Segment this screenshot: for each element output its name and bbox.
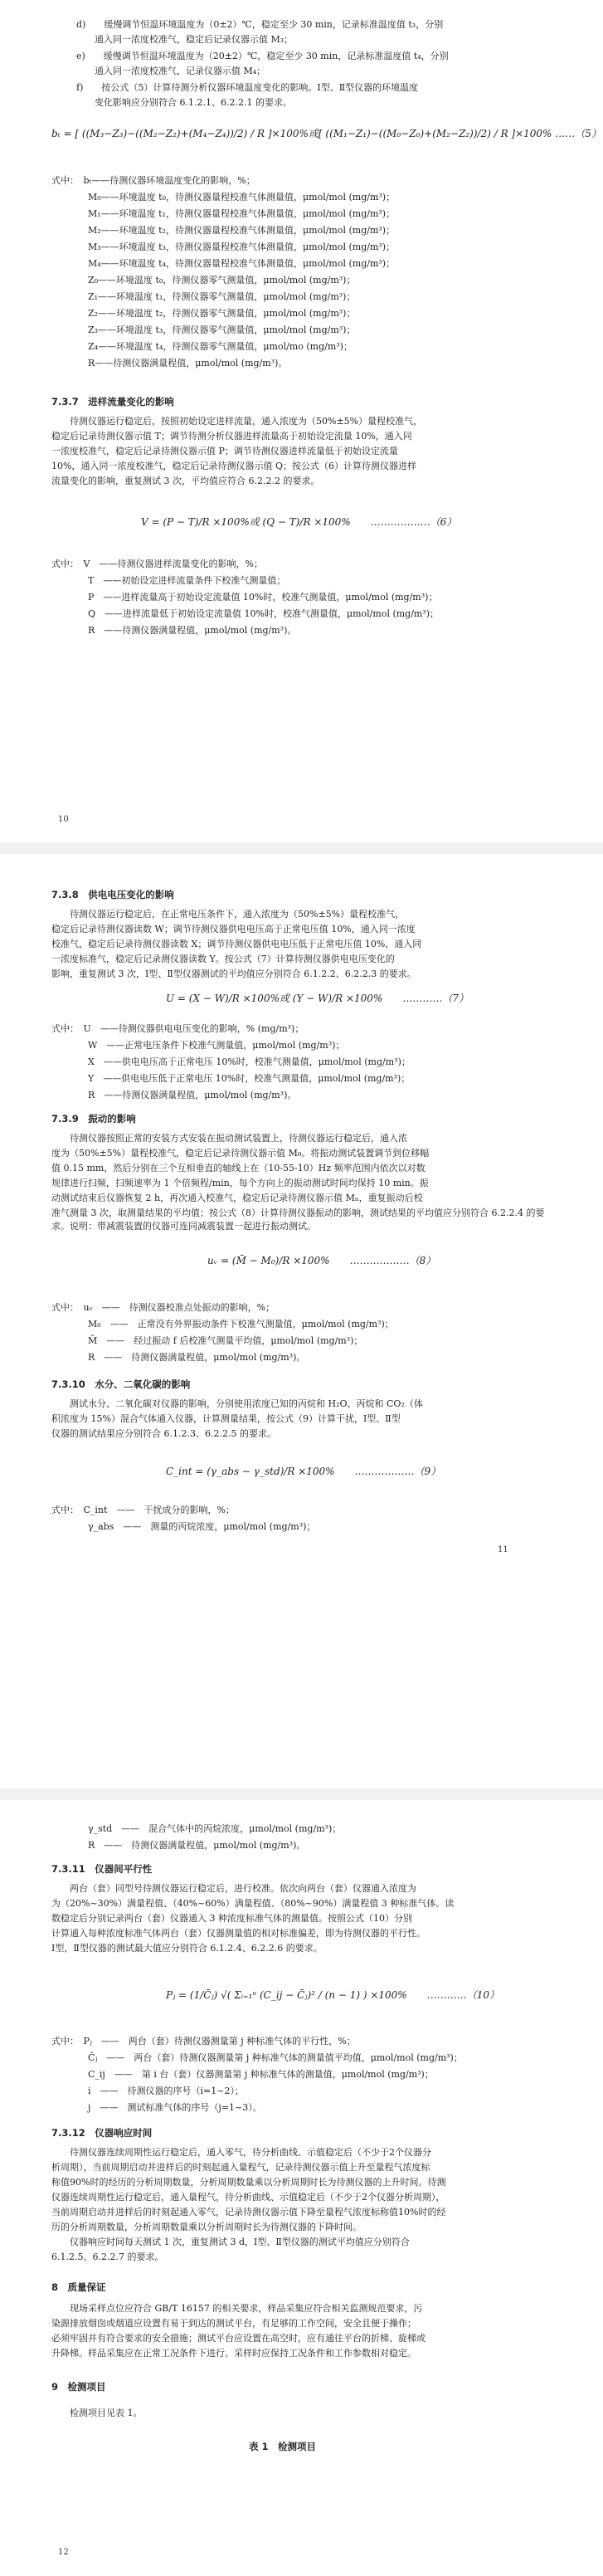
formula-10: Pⱼ = (1/C̄ⱼ) √( Σᵢ₌₁ⁿ (C_ij − C̄ⱼ)² / (n − 1) ) ×100% …………（10）: [166, 1989, 499, 2001]
variable-definition: C̄ⱼ —— 两台（套）待测仪器测量第 j 种标准气体的测量值平均值，μmol/mol (mg/m³)；: [51, 2052, 463, 2063]
variable-definition: 式中： uᵥ —— 待测仪器校准点处振动的影响，%；: [51, 1302, 275, 1313]
paragraph-line: 稳定后记录待测仪器示值 T；调节待测分析仪器进样流量高于初始设定流量 10%，通入同: [51, 431, 412, 442]
paragraph-line: 仪器连续周期性运行稳定后，通入量程气，待分析曲线、示值稳定后（不少于2个仪器分析周期），: [51, 2192, 445, 2203]
section-heading: 7.3.9 振动的影响: [51, 1113, 136, 1125]
variable-definition: Z₁——环境温度 t₁，待测仪器零气测量值，μmol/mol (mg/m³)；: [51, 291, 356, 302]
paragraph-line: 动测试结束后仪器恢复 2 h，再次通入校准气，稳定后记录待测仪器示值 Mₙ，重复振动后校: [51, 1193, 423, 1203]
section-heading: 7.3.8 供电电压变化的影响: [51, 889, 174, 900]
section-heading: 7.3.12 仪器响应时间: [51, 2127, 153, 2139]
paragraph-line: 待测仪器按照正常的安装方式安装在振动测试装置上，待测仪器运行稳定后，通入浓: [51, 1133, 407, 1144]
variable-definition: Q ——进样流量低于初始设定流量值 10%时，校准气测量值，μmol/mol (mg/m³)；: [51, 608, 440, 619]
variable-definition: M₄——环境温度 t₄，待测仪器量程校准气体测量值，μmol/mol (mg/m³)；: [51, 258, 396, 269]
paragraph-line: 计算通入每种浓度标准气体两台（套）仪器测量值的相对标准偏差，即为待测仪器的平行性。: [51, 1928, 426, 1939]
page-separator: [0, 842, 603, 854]
paragraph-line: 一浓度标准气，稳定后记录测仪器读数 Y。按公式（7）计算待测仪器供电电压变化的: [51, 954, 395, 964]
variable-definition: M₀ —— 正常没有外界振动条件下校准气测量值，μmol/mol (mg/m³)；: [51, 1319, 394, 1329]
formula-8: uᵥ = (M̄ − M₀)/R ×100% ………………（8）: [207, 1255, 436, 1266]
formula-5: bₜ = [ ((M₃−Z₃)−((M₂−Z₂)+(M₄−Z₄))/2) / R ]×100%或[ ((M₁−Z₁)−((M₀−Z₀)+(M₂−Z₂))/2) / R ]×100% ……（5）: [51, 128, 601, 139]
paragraph-line: 升降梯。样品采集应在正常工况条件下进行。采样时应保持工况条件和工作参数相对稳定。: [51, 2348, 416, 2359]
variable-definition: Z₀——环境温度 t₀，待测仪器零气测量值，μmol/mol (mg/m³)；: [51, 275, 356, 285]
paragraph-line: 析周期），当前周期启动并进样后的时刻起通入量程气，记录待测仪器示值上升至量程气浓度标: [51, 2162, 430, 2173]
formula-9: C_int = (γ_abs − γ_std)/R ×100% ………………（9）: [166, 1466, 441, 1477]
variable-definition: R ——待测仪器满量程值，μmol/mol (mg/m³)。: [51, 1090, 297, 1100]
formula-6: V = (P − T)/R ×100%或 (Q − T)/R ×100% ………………（6）: [141, 516, 457, 528]
variable-definition: 式中： V ——待测仪器进样流量变化的影响，%；: [51, 559, 263, 569]
page-number: 10: [58, 815, 69, 824]
list-item: d) 缓慢调节恒温环境温度为（0±2）℃，稳定至少 30 min，记录标准温度值 t₃，分别: [76, 19, 444, 30]
section-heading: 7.3.10 水分、二氧化碳的影响: [51, 1378, 191, 1390]
paragraph-line: 积浓度为 15%）混合气体通入仪器，计算测量结果，按公式（9）计算干扰，Ⅰ型、Ⅱ型: [51, 1413, 401, 1424]
variable-definition: j —— 测试标准气体的序号（j=1~3）。: [51, 2102, 262, 2113]
paragraph-line: 待测仪器运行稳定后，在正常电压条件下，通入浓度为（50%±5%）量程校准气，: [51, 909, 405, 920]
paragraph-line: 仪器响应时间每天测试 1 次，重复测试 3 d，Ⅰ型、Ⅱ型仪器的测试平均值应分别符合: [51, 2237, 410, 2247]
page-number: 12: [58, 2548, 69, 2557]
paragraph-line: 两台（套）同型号待测仪器运行稳定后，进行校准。依次向两台（套）仪器通入浓度为: [51, 1883, 416, 1894]
paragraph-line: Ⅰ型，Ⅱ型仪器的测试最大值应分别符合 6.1.2.4、6.2.2.6 的要求。: [51, 1943, 323, 1954]
paragraph-line: 规律进行扫频，扫频速率为 1 个倍频程/min，每个方向上的振动测试时间均保持 10 min。振: [51, 1178, 429, 1188]
variable-definition: M₂——环境温度 t₂，待测仪器量程校准气体测量值，μmol/mol (mg/m³)；: [51, 225, 396, 236]
variable-definition: Z₄——环境温度 t₄，待测仪器零气测量值，μmol/mo (mg/m³)；: [51, 341, 353, 352]
list-item: f) 按公式（5）计算待测分析仪器环境温度变化的影响。Ⅰ型、Ⅱ型仪器的环境温度: [76, 82, 419, 93]
section-heading: 9 检测项目: [51, 2381, 106, 2393]
paragraph-line: 影响，重复测试 3 次，Ⅰ型、Ⅱ型仪器测试的平均值应分别符合 6.1.2.2、6.2.2.3 的要求。: [51, 968, 416, 979]
paragraph-line: 待测仪器运行稳定后，按照初始设定进样流量，通入浓度为（50%±5%）量程校准气，: [51, 416, 423, 427]
paragraph-line: 染源排放烟囱或烟道应设置有易于到达的测试平台，有足够的工作空间，安全且便于操作；: [51, 2318, 416, 2329]
paragraph-line: 测试水分、二氧化碳对仪器的影响，分别使用浓度已知的丙烷和 H₂O、丙烷和 CO₂（体: [51, 1398, 423, 1409]
paragraph-line: 称值90%时的经历的分析周期数量，分析周期数量乘以分析周期时长为待测仪器的上升时间。待测: [51, 2177, 446, 2188]
variable-definition: 式中： C_int —— 干扰成分的影响，%；: [51, 1505, 235, 1515]
paragraph-line: 度为（50%±5%）量程校准气，稳定后记录待测仪器示值 M₀。将振动测试装置调节到位移幅: [51, 1148, 430, 1159]
paragraph-line: 6.1.2.5、6.2.2.7 的要求。: [51, 2252, 164, 2262]
paragraph-line: 检测项目见表 1。: [51, 2408, 143, 2418]
variable-definition: γ_std —— 混合气体中的丙烷浓度，μmol/mol (mg/m³)；: [51, 1823, 342, 1834]
section-heading: 7.3.11 仪器间平行性: [51, 1863, 153, 1875]
variable-definition: 式中： U ——待测仪器供电电压变化的影响，% (mg/m³)；: [51, 1023, 304, 1034]
paragraph-line: 流量变化的影响，重复测试 3 次，平均值应符合 6.2.2.2 的要求。: [51, 476, 320, 486]
list-item: e) 缓慢调节恒温环境温度为（20±2）℃，稳定至少 30 min，记录标准温度值 t₄，分别: [76, 51, 449, 61]
paragraph-line: 稳定后记录待测仪器读数 W；调节待测仪器供电电压高于正常电压值 10%，通入同一浓度: [51, 924, 416, 934]
paragraph-line: 仪器的测试结果应分别符合 6.1.2.3、6.2.2.5 的要求。: [51, 1428, 276, 1439]
variable-definition: 式中： Pⱼ —— 两台（套）待测仪器测量第 j 种标准气体的平行性，%；: [51, 2036, 356, 2047]
paragraph-line: 为（20%~30%）满量程值、（40%~60%）满量程值、（80%~90%）满量程值 3 种标准气体。读: [51, 1898, 455, 1909]
paragraph-line: 当前周期启动并进样后的时刻起通入零气，记录待测仪器示值下降至量程气浓度标称值10%时的经: [51, 2207, 446, 2217]
paragraph-line: 待测仪器连续周期性运行稳定后，通入零气，待分析曲线、示值稳定后（不少于2个仪器分: [51, 2147, 431, 2158]
variable-definition: γ_abs —— 测量的丙烷浓度，μmol/mol (mg/m³)；: [51, 1521, 316, 1532]
paragraph-line: 校准气，稳定后记录待测仪器读数 X；调节待测仪器供电电压低于正常电压值 10%，通入同: [51, 939, 422, 949]
variable-definition: R——待测仪器满量程值，μmol/mol (mg/m³)。: [51, 358, 288, 368]
paragraph-line: 现场采样点位应符合 GB/T 16157 的相关要求，样品采集应符合相关监测规范要求，污: [51, 2303, 423, 2314]
paragraph-line: 值 0.15 mm，然后分别在三个互相垂直的轴线上在（10-55-10）Hz 频率范围内依次以对数: [51, 1163, 426, 1173]
paragraph-line: 一浓度校准气，稳定后记录待测仪器示值 P；调节待测仪器进样流量低于初始设定流量: [51, 446, 398, 456]
paragraph-line: 必须牢固并有符合要求的安全措施；测试平台应设置在高空时，应有通往平台的折梯、旋梯或: [51, 2333, 426, 2344]
section-heading: 8 质量保证: [51, 2281, 106, 2293]
variable-definition: T ——初始设定进样流量条件下校准气测量值；: [51, 575, 286, 586]
paragraph-line: 数稳定后分别记录两台（套）仪器通入 3 种浓度标准气体的测量值。按照公式（10）分别: [51, 1913, 412, 1924]
table-caption: 表 1 检测项目: [249, 2441, 317, 2452]
variable-definition: M₀——环境温度 t₀，待测仪器量程校准气体测量值，μmol/mol (mg/m³)；: [51, 192, 396, 202]
variable-definition: W ——正常电压条件下校准气测量值，μmol/mol (mg/m³)；: [51, 1040, 345, 1051]
variable-definition: Z₃——环境温度 t₃，待测仪器零气测量值，μmol/mol (mg/m³)；: [51, 324, 356, 335]
list-item: 变化影响应分别符合 6.1.2.1、6.2.2.1 的要求。: [76, 97, 292, 108]
variable-definition: 式中： bₜ——待测仪器环境温度变化的影响，%；: [51, 175, 255, 186]
variable-definition: Z₂——环境温度 t₂，待测仪器零气测量值，μmol/mol (mg/m³)；: [51, 308, 356, 319]
variable-definition: X ——供电电压高于正常电压 10%时，校准气测量值，μmol/mol (mg/m³)；: [51, 1056, 411, 1067]
variable-definition: R ——待测仪器满量程值，μmol/mol (mg/m³)。: [51, 625, 297, 636]
page-number: 11: [498, 1545, 508, 1554]
variable-definition: M₃——环境温度 t₃，待测仪器量程校准气体测量值，μmol/mol (mg/m³)；: [51, 242, 396, 252]
variable-definition: Y ——供电电压低于正常电压 10%时，校准气测量值，μmol/mol (mg/m³)；: [51, 1073, 411, 1084]
section-heading: 7.3.7 进样流量变化的影响: [51, 396, 174, 407]
variable-definition: M₁——环境温度 t₁，待测仪器量程校准气体测量值，μmol/mol (mg/m³)；: [51, 208, 396, 219]
variable-definition: i —— 待测仪器的序号（i=1~2）；: [51, 2086, 244, 2096]
paragraph-line: 历的分析周期数量，分析周期数量乘以分析周期时长为待测仪器的下降时间。: [51, 2222, 362, 2232]
variable-definition: R —— 待测仪器满量程值，μmol/mol (mg/m³)。: [51, 1352, 306, 1363]
paragraph-line: 准气测量 3 次，取测量结果的平均值；按公式（8）计算待测仪器振动的影响，测试结果的平均值应分别符合 6.2.2.4 的要求。说明：带减震装置的仪器可连同减震装置一起进行振动测试。: [51, 1208, 545, 1232]
list-item: 通入同一浓度校准气，记录仪器示值 M₄；: [76, 66, 266, 76]
paragraph-line: 10%，通入同一浓度校准气，稳定后记录待测仪器示值 Q；按公式（6）计算待测仪器进样: [51, 461, 416, 471]
page-separator: [0, 1788, 603, 1800]
formula-7: U = (X − W)/R ×100%或 (Y − W)/R ×100% …………（7）: [166, 993, 469, 1004]
variable-definition: P ——进样流量高于初始设定流量值 10%时，校准气测量值，μmol/mol (mg/m³)；: [51, 592, 438, 603]
variable-definition: M̄ —— 经过振动 f 后校准气测量平均值，μmol/mol (mg/m³)；: [51, 1335, 363, 1346]
variable-definition: C_ij —— 第 i 台（套）仪器测量第 j 种标准气体的测量值，μmol/mol (mg/m³)；: [51, 2069, 434, 2080]
list-item: 通入同一浓度校准气，稳定后记录仪器示值 M₃；: [76, 34, 294, 45]
variable-definition: R —— 待测仪器满量程值，μmol/mol (mg/m³)。: [51, 1840, 306, 1851]
